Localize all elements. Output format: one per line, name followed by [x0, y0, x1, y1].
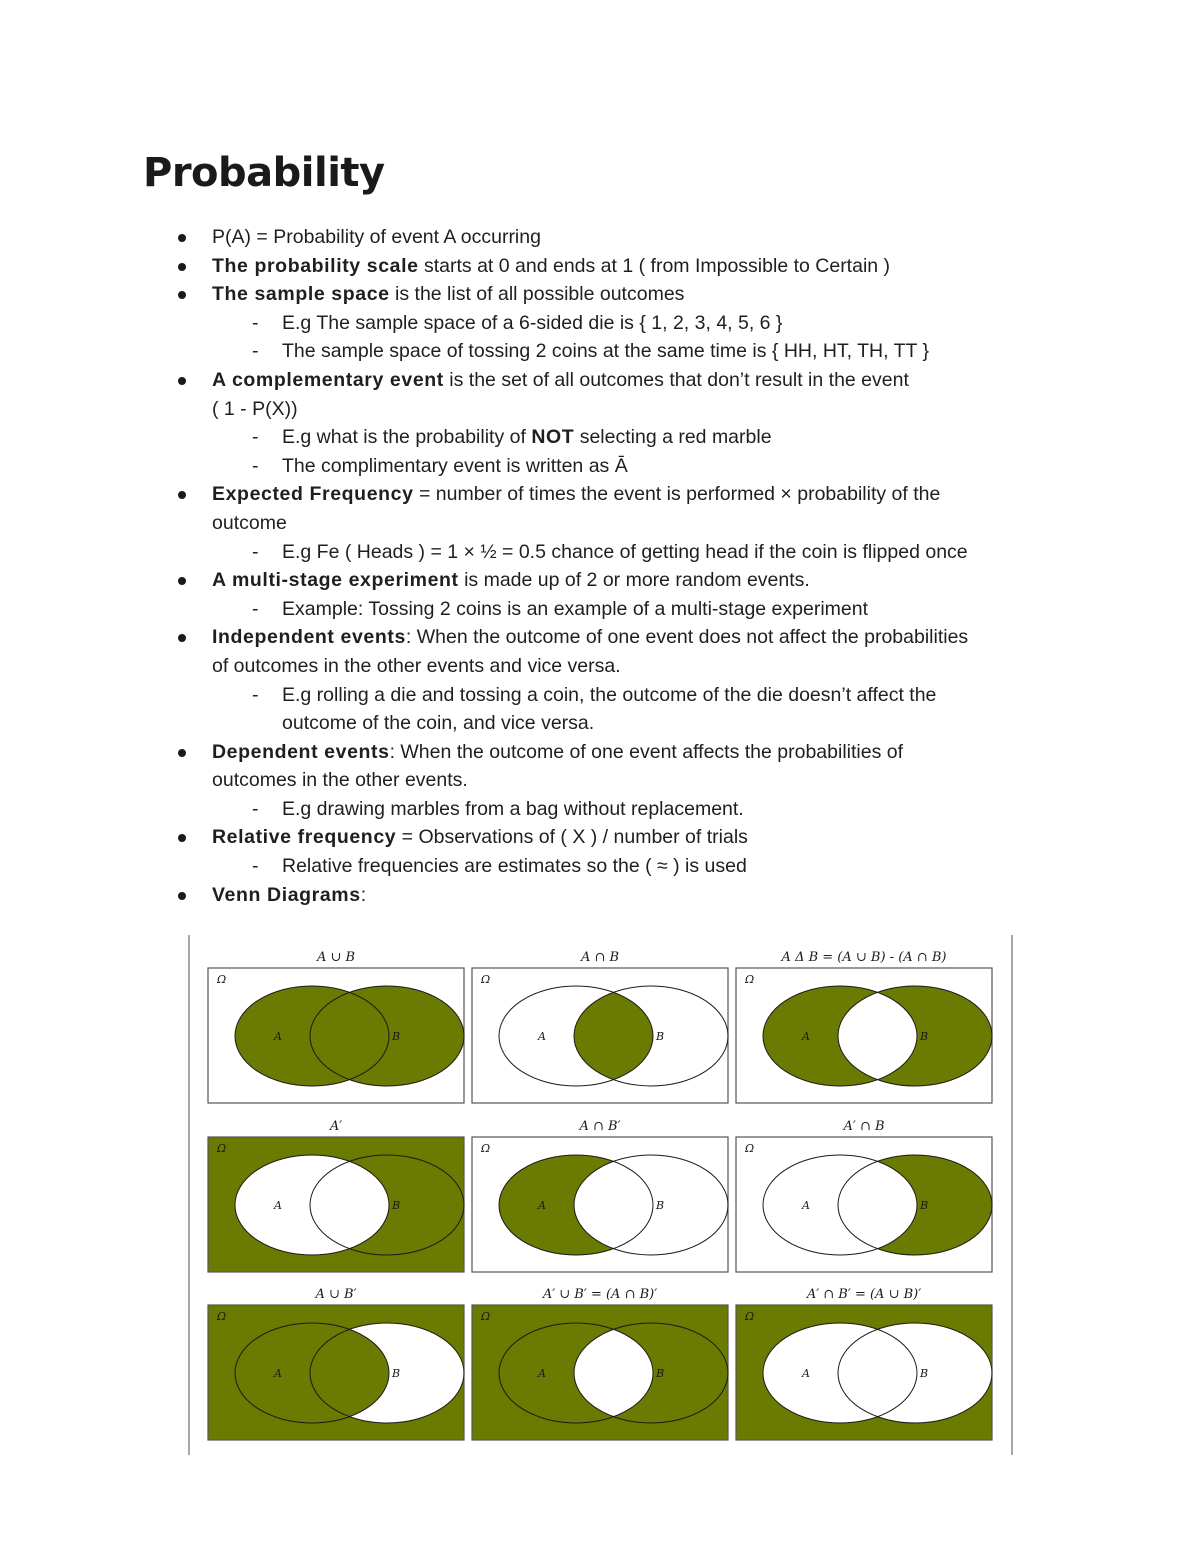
- bullet-icon: [178, 291, 186, 299]
- note-text: [282, 681, 936, 710]
- set-a-label: A: [802, 1030, 810, 1043]
- note-line: [0, 766, 1200, 795]
- note-text: [212, 766, 468, 795]
- note-fragment: is the set of all outcomes that don’t result in the event: [443, 368, 909, 391]
- dash-marker: -: [252, 597, 259, 620]
- note-term: A complementary event: [212, 368, 444, 391]
- venn-title: A′ ∩ B′ = (A ∪ B)′: [806, 1287, 922, 1302]
- set-a-label: A: [538, 1030, 546, 1043]
- set-a-label: A: [274, 1199, 282, 1212]
- note-text: [212, 566, 810, 595]
- note-text: [282, 595, 868, 624]
- note-text: [212, 623, 968, 652]
- dash-marker: -: [252, 797, 259, 820]
- notes-list: [0, 223, 1200, 909]
- venn-title: A ∩ B′: [579, 1119, 621, 1134]
- set-b-label: B: [391, 1367, 401, 1380]
- note-line: [0, 366, 1200, 395]
- note-text: [212, 480, 940, 509]
- bullet-icon: [178, 892, 186, 900]
- note-term: Venn Diagrams: [212, 883, 361, 906]
- universe-label: Ω: [481, 1142, 491, 1155]
- note-fragment: ( 1 - P(X)): [212, 397, 298, 420]
- dash-marker: -: [252, 426, 259, 449]
- bullet-icon: [178, 834, 186, 842]
- set-b-label: B: [391, 1030, 401, 1043]
- note-line: [0, 852, 1200, 881]
- venn-diagram: [208, 1119, 464, 1272]
- note-term: The sample space: [212, 283, 390, 306]
- note-fragment: Example: Tossing 2 coins is an example of a multi-stage experiment: [282, 597, 869, 620]
- note-text: [282, 423, 772, 452]
- note-fragment: E.g Fe ( Heads ) = 1 × ½ = 0.5 chance of getting head if the coin is flipped once: [282, 540, 968, 563]
- universe-label: Ω: [217, 973, 227, 986]
- note-term: NOT: [531, 426, 575, 449]
- note-text: [212, 652, 621, 681]
- set-b-label: B: [919, 1367, 929, 1380]
- note-fragment: E.g what is the probability of: [282, 426, 532, 449]
- note-fragment: The sample space of tossing 2 coins at the same time is { HH, HT, TH, TT }: [282, 340, 930, 363]
- note-text: [212, 738, 903, 767]
- note-term: Dependent events: [212, 740, 390, 763]
- bullet-icon: [178, 263, 186, 271]
- universe-label: Ω: [745, 973, 755, 986]
- venn-title: A′ ∩ B: [843, 1119, 885, 1134]
- set-a-label: A: [802, 1367, 810, 1380]
- set-b-label: B: [919, 1030, 929, 1043]
- venn-title: A Δ B = (A ∪ B) - (A ∩ B): [781, 950, 947, 965]
- note-line: [0, 595, 1200, 624]
- note-line: [0, 309, 1200, 338]
- note-text: [282, 452, 628, 481]
- venn-title: A ∪ B′: [315, 1287, 357, 1302]
- note-line: [0, 566, 1200, 595]
- note-fragment: E.g The sample space of a 6-sided die is { 1, 2, 3, 4, 5, 6 }: [282, 311, 783, 334]
- dash-marker: -: [252, 340, 259, 363]
- note-fragment: outcome: [212, 511, 287, 534]
- note-line: [0, 881, 1200, 910]
- page-title: Probability: [143, 150, 385, 196]
- note-line: [0, 738, 1200, 767]
- note-fragment: Relative frequencies are estimates so the ( ≈ ) is used: [282, 855, 747, 878]
- universe-label: Ω: [217, 1142, 227, 1155]
- venn-diagrams-svg: [186, 935, 1016, 1455]
- venn-title: A′: [329, 1119, 343, 1134]
- set-b-label: B: [919, 1199, 929, 1212]
- venn-title: A′ ∪ B′ = (A ∩ B)′: [542, 1287, 658, 1302]
- set-a-label: A: [802, 1199, 810, 1212]
- note-line: [0, 480, 1200, 509]
- note-text: [282, 852, 747, 881]
- note-text: [212, 823, 748, 852]
- universe-label: Ω: [481, 1310, 491, 1323]
- note-line: [0, 509, 1200, 538]
- note-fragment: is the list of all possible outcomes: [389, 283, 685, 306]
- note-fragment: P(A) = Probability of event A occurring: [212, 226, 541, 248]
- note-line: [0, 395, 1200, 424]
- note-fragment: : When the outcome of one event affects the probabilities of: [389, 740, 904, 763]
- note-line: [0, 223, 1200, 252]
- note-fragment: E.g rolling a die and tossing a coin, the outcome of the die doesn’t affect the: [282, 683, 937, 706]
- set-b-label: B: [391, 1199, 401, 1212]
- note-fragment: = Observations of ( X ) / number of trials: [396, 826, 748, 849]
- note-line: [0, 337, 1200, 366]
- note-text: [282, 538, 968, 567]
- note-text: [212, 395, 298, 424]
- note-fragment: selecting a red marble: [574, 426, 772, 449]
- note-line: [0, 823, 1200, 852]
- dash-marker: -: [252, 311, 259, 334]
- universe-label: Ω: [745, 1142, 755, 1155]
- note-fragment: The complimentary event is written as Ā: [282, 454, 628, 477]
- note-text: [212, 223, 541, 252]
- venn-diagram: [472, 1119, 728, 1272]
- note-fragment: is made up of 2 or more random events.: [458, 569, 810, 592]
- set-a-label: A: [274, 1367, 282, 1380]
- bullet-icon: [178, 234, 186, 242]
- dash-marker: -: [252, 683, 259, 706]
- note-fragment: E.g drawing marbles from a bag without replacement.: [282, 797, 744, 820]
- bullet-icon: [178, 749, 186, 757]
- set-a-label: A: [538, 1199, 546, 1212]
- note-line: [0, 652, 1200, 681]
- note-fragment: = number of times the event is performed × probability of the: [413, 483, 941, 506]
- venn-diagram: [208, 950, 464, 1103]
- venn-diagram: [472, 1287, 728, 1440]
- note-text: [282, 709, 594, 738]
- note-line: [0, 280, 1200, 309]
- universe-label: Ω: [481, 973, 491, 986]
- venn-diagram: [736, 1119, 992, 1272]
- note-term: A multi-stage experiment: [212, 569, 459, 592]
- note-text: [212, 509, 287, 538]
- dash-marker: -: [252, 855, 259, 878]
- note-fragment: : When the outcome of one event does not affect the probabilities: [405, 626, 969, 649]
- note-text: [212, 366, 909, 395]
- set-a-label: A: [538, 1367, 546, 1380]
- venn-diagrams-figure: [186, 935, 1016, 1455]
- note-text: [212, 280, 684, 309]
- venn-title: A ∩ B: [580, 950, 620, 965]
- set-b-label: B: [655, 1030, 665, 1043]
- note-line: [0, 681, 1200, 710]
- note-line: [0, 252, 1200, 281]
- set-a-label: A: [274, 1030, 282, 1043]
- universe-label: Ω: [217, 1310, 227, 1323]
- bullet-icon: [178, 377, 186, 385]
- note-line: [0, 709, 1200, 738]
- venn-diagram: [472, 950, 728, 1103]
- note-fragment: outcomes in the other events.: [212, 769, 468, 792]
- note-term: Independent events: [212, 626, 406, 649]
- note-term: Relative frequency: [212, 826, 397, 849]
- bullet-icon: [178, 491, 186, 499]
- note-text: [282, 309, 782, 338]
- set-b-label: B: [655, 1367, 665, 1380]
- note-text: [212, 881, 366, 910]
- bullet-icon: [178, 577, 186, 585]
- venn-title: A ∪ B: [316, 950, 356, 965]
- note-fragment: starts at 0 and ends at 1 ( from Impossible to Certain ): [418, 254, 891, 277]
- venn-diagram: [208, 1287, 464, 1440]
- venn-diagram: [736, 1287, 992, 1440]
- note-line: [0, 795, 1200, 824]
- note-text: [282, 795, 744, 824]
- note-line: [0, 423, 1200, 452]
- note-fragment: :: [360, 883, 367, 906]
- note-line: [0, 452, 1200, 481]
- universe-label: Ω: [745, 1310, 755, 1323]
- note-fragment: outcome of the coin, and vice versa.: [282, 712, 595, 735]
- note-line: [0, 623, 1200, 652]
- dash-marker: -: [252, 540, 259, 563]
- note-term: Expected Frequency: [212, 483, 414, 506]
- set-b-label: B: [655, 1199, 665, 1212]
- note-text: [282, 337, 929, 366]
- dash-marker: -: [252, 454, 259, 477]
- note-line: [0, 538, 1200, 567]
- venn-diagram: [736, 950, 992, 1103]
- bullet-icon: [178, 634, 186, 642]
- note-fragment: of outcomes in the other events and vice versa.: [212, 654, 621, 677]
- note-term: The probability scale: [212, 254, 419, 277]
- note-text: [212, 252, 890, 281]
